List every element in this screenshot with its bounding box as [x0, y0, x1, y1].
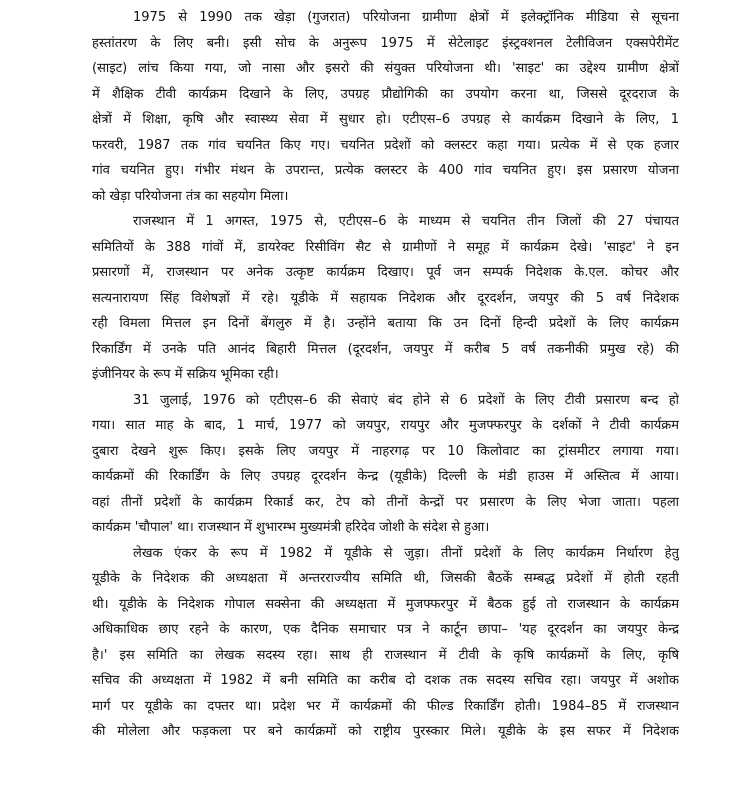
text-line: राजस्थान में 1 अगस्त, 1975 से, एटीएस–6 के माध्यम से चयनित तीन जिलों की 27 पंचायत	[133, 214, 679, 229]
text-line: (साइट) लांच किया गया, जो नासा और इसरो की संयुक्त परियोजना थी। 'साइट' का उद्देश्य ग्रामीण क्षेत्रों	[92, 61, 679, 76]
text-line: है।' इस समिति का लेखक सदस्य रहा। साथ ही राजस्थान में टीवी के कृषि कार्यक्रमों के लिए, कृषि	[92, 647, 679, 663]
text-line: सत्यनारायण सिंह विशेषज्ञों में रहे। यूडीके में सहायक निदेशक और दूरदर्शन, जयपुर की 5 वर्ष निदेशक	[92, 290, 679, 306]
text-line: मार्ग पर यूडीके का दफ्तर था। प्रदेश भर में कार्यक्रमों की फील्ड रिकार्डिंग होती। 1984–85 में राजस्थान	[92, 698, 679, 714]
text-line: दुबारा देखने शुरू किए। इसके लिए जयपुर में नाहरगढ़ पर 10 किलोवाट का ट्रांसमीटर लगाया गया।	[92, 443, 679, 459]
text-line: 1975 से 1990 तक खेड़ा (गुजरात) परियोजना ग्रामीणा क्षेत्रों में इलेक्ट्रॉनिक मीडिया से सूचना	[133, 10, 679, 25]
text-line: कार्यक्रम 'चौपाल' था। राजस्थान में शुभारम्भ मुख्यमंत्री हरिदेव जोशी के संदेश से हुआ।	[92, 520, 490, 535]
paragraph	[92, 388, 679, 541]
text-line: हस्तांतरण के लिए बनी। इसी सोच के अनुरूप 1975 में सेटेलाइट इंस्ट्रक्शनल टेलीविजन एक्सपेरीमेंट	[92, 35, 679, 51]
document-body	[92, 5, 679, 745]
text-line: रही विमला मित्तल इन दिनों बेंगलुरु में है। उन्होंने बताया कि उन दिनों हिन्दी प्रदेशों के लिए कार्यक्रम	[92, 316, 679, 331]
text-line: क्षेत्रों में शिक्षा, कृषि और स्वास्थ्य सेवा में सुधार हो। एटीएस–6 उपग्रह से कार्यक्रम दिखाने के लिए, 1	[92, 112, 679, 127]
paragraph	[92, 5, 679, 209]
text-line: प्रसारणों में, राजस्थान पर अनेक उत्कृष्ट कार्यक्रम दिखाए। पूर्व जन सम्पर्क निदेशक के.एल. कोचर और	[92, 265, 679, 280]
text-line: इंजीनियर के रूप में सक्रिय भूमिका रही।	[92, 367, 279, 382]
text-line: समितियों के 388 गांवों में, डायरेक्ट रिसीविंग सैट से ग्रामीणों ने समूह में कार्यक्रम देखे। 'साइट' ने इन	[92, 239, 679, 255]
text-line: थी। यूडीके के निदेशक गोपाल सक्सेना की अध्यक्षता में मुजफ्फरपुर में बैठक हुई तो राजस्थान के कार्यक्रम	[92, 596, 679, 612]
text-line: को खेड़ा परियोजना तंत्र का सहयोग मिला।	[92, 188, 289, 204]
text-line: गांव चयनित हुए। गंभीर मंथन के उपरान्त, प्रत्येक क्लस्टर के 400 गांव चयनित हुए। इस प्रसारण योजना	[92, 163, 679, 178]
paragraph	[92, 541, 679, 745]
text-line: गया। सात माह के बाद, 1 मार्च, 1977 को जयपुर, रायपुर और मुजफ्फरपुर के दर्शकों ने टीवी कार्यक्रम	[92, 418, 679, 433]
text-line: में शैक्षिक टीवी कार्यक्रम दिखाने के लिए, उपग्रह प्रौद्योगिकी का उपयोग करना था, जिससे दूरदराज के	[92, 86, 679, 102]
text-line: 31 जुलाई, 1976 को एटीएस–6 की सेवाएं बंद होने से 6 प्रदेशों के लिए टीवी प्रसारण बन्द हो	[133, 392, 679, 408]
paragraph	[92, 209, 679, 388]
text-line: सचिव की अध्यक्षता में 1982 में बनी समिति का करीब दो दशक तक सदस्य सचिव रहा। जयपुर में अशोक	[92, 673, 679, 688]
text-line: लेखक एंकर के रूप में 1982 में यूडीके से जुड़ा। तीनों प्रदेशों के लिए कार्यक्रम निर्धारण हेतु	[133, 545, 679, 561]
text-line: वहां तीनों प्रदेशों के कार्यक्रम रिकार्ड कर, टेप को तीनों केन्द्रों पर प्रसारण के लिए भेजा जाता। पहला	[92, 494, 679, 510]
text-line: अधिकाधिक छाए रहने के कारण, एक दैनिक समाचार पत्र ने कार्टून छापा– 'यह दूरदर्शन का जयपुर केन्द्र	[92, 622, 679, 637]
text-line: फरवरी, 1987 तक गांव चयनित किए गए। चयनित प्रदेशों को क्लस्टर कहा गया। प्रत्येक में से एक हजार	[92, 137, 679, 153]
text-line: रिकार्डिंग में उनके पति आनंद बिहारी मित्तल (दूरदर्शन, जयपुर में करीब 5 वर्ष तकनीकी प्रमुख रहे) की	[92, 341, 679, 357]
text-line: कार्यक्रमों की रिकार्डिंग के लिए उपग्रह दूरदर्शन केन्द्र (यूडीके) दिल्ली के मंडी हाउस में अस्तित्व में आया।	[92, 469, 679, 484]
text-line: की मोलेला और फड़कला पर बने कार्यक्रमों को राष्ट्रीय पुरस्कार मिले। यूडीके के इस सफर में निदेशक	[92, 724, 679, 739]
text-line: यूडीके के निदेशक की अध्यक्षता में अन्तरराज्यीय समिति थी, जिसकी बैठकें सम्बद्ध प्रदेशों में होती रहती	[92, 571, 679, 586]
